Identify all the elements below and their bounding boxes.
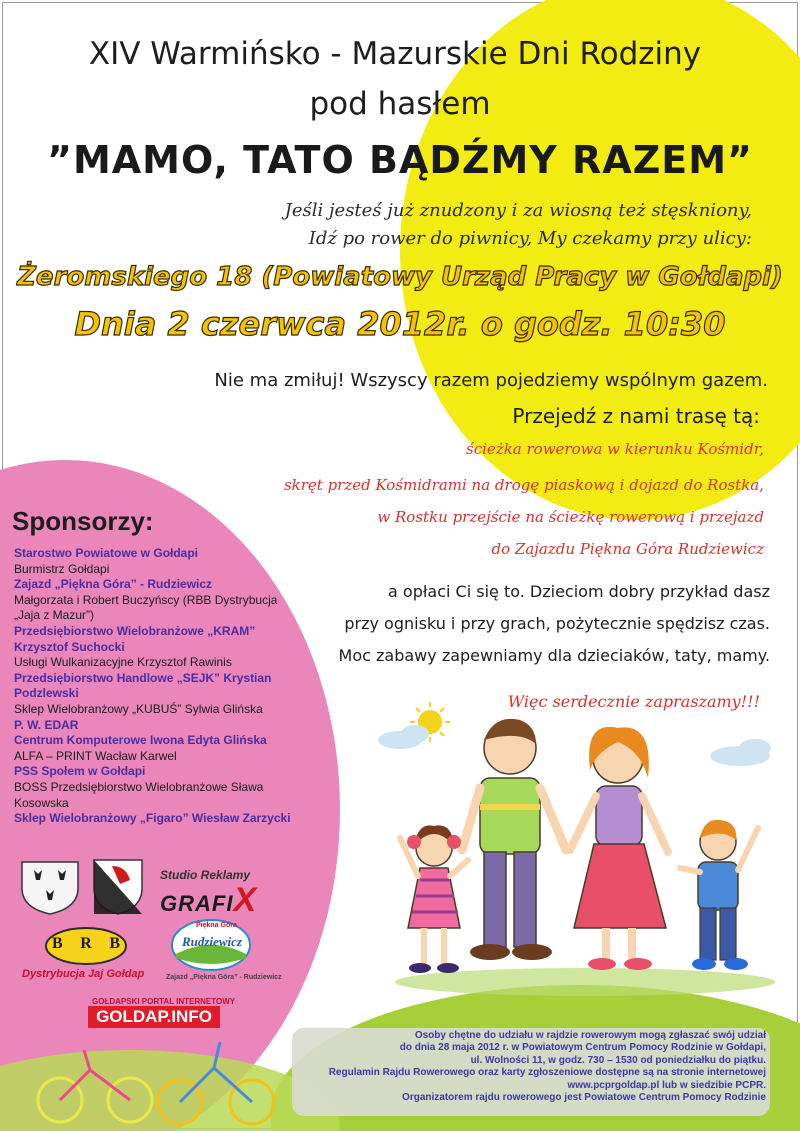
closing-invite: Więc serdecznie zapraszamy!!! bbox=[507, 692, 760, 711]
sponsor-org: PSS Społem w Gołdapi bbox=[14, 764, 146, 779]
route-line-4: do Zajazdu Piękna Góra Rudziewicz bbox=[491, 540, 764, 558]
sponsor-person: BOSS Przedsiębiorstwo Wielobranżowe Sława Kosowska bbox=[14, 779, 264, 810]
girl-figure bbox=[400, 825, 468, 973]
goldap-info-badge: GOLDAP.INFO bbox=[88, 1006, 220, 1028]
sponsor-org: Centrum Komputerowe Iwona Edyta Glińska bbox=[14, 733, 267, 748]
event-slogan: ”MAMO, TATO BĄDŹMY RAZEM” bbox=[46, 138, 754, 182]
brb-caption: Dystrybucja Jaj Gołdap bbox=[22, 968, 145, 980]
route-line-2: skręt przed Kośmidrami na drogę piaskową i dojazd do Rostka, bbox=[283, 476, 764, 494]
sponsors-heading: Sponsorzy: bbox=[12, 506, 154, 536]
event-title: XIV Warmińsko - Mazurskie Dni Rodziny bbox=[88, 36, 702, 72]
sponsor-person: Usługi Wulkanizacyjne Krzysztof Rawinis bbox=[14, 655, 232, 670]
invitation-line-1: Nie ma zmiłuj! Wszyscy razem pojedziemy wspólnym gazem. bbox=[214, 370, 768, 391]
grafix-logo-text: GRAFIX bbox=[160, 881, 258, 919]
zajazd-logo-top: Piękna Góra bbox=[196, 922, 237, 929]
benefits-line-1: a opłaci Ci się to. Dzieciom dobry przykład dasz bbox=[388, 582, 770, 601]
info-line: do dnia 28 maja 2012 r. w Powiatowym Centrum Pomocy Rodzinie w Gołdapi, bbox=[399, 1042, 766, 1054]
sponsor-org: Sklep Wielobranżowy „Figaro” Wiesław Zarzycki bbox=[14, 811, 291, 826]
brb-letters: B R B bbox=[52, 935, 120, 952]
mother-figure bbox=[570, 727, 668, 970]
info-line: Regulamin Rajdu Rowerowego oraz karty zgłoszeniowe dostępne są na stronie internetowej bbox=[328, 1067, 766, 1079]
event-subtitle: pod hasłem bbox=[309, 86, 491, 122]
registration-info-text bbox=[298, 1030, 766, 1104]
benefits-line-3: Moc zabawy zapewniamy dla dzieciaków, taty, mamy. bbox=[338, 646, 770, 665]
sponsor-org: Przedsiębiorstwo Handlowe „SEJK” Krystian Podzlewski bbox=[14, 670, 272, 701]
route-line-1: ścieżka rowerowa w kierunku Kośmidr, bbox=[466, 440, 764, 458]
info-line: www.pcprgoldap.pl lub w siedzibie PCPR. bbox=[567, 1079, 766, 1091]
sponsor-org: Zajazd „Piękna Góra” - Rudziewicz bbox=[14, 577, 213, 592]
poem-line-1: Jeśli jesteś już znudzony i za wiosną też stęskniony, bbox=[284, 200, 752, 221]
invitation-line-2: Przejedź z nami trasę tą: bbox=[512, 404, 760, 428]
zajazd-caption: Zajazd „Piękna Góra” - Rudziewicz bbox=[166, 974, 282, 981]
route-line-3: w Rostku przejście na ścieżkę rowerową i przejazd bbox=[377, 508, 764, 526]
poem-line-2: Idź po rower do piwnicy, My czekamy przy ulicy: bbox=[308, 228, 752, 249]
sponsor-person: Sklep Wielobranżowy „KUBUŚ” Sylwia Glińska bbox=[14, 701, 263, 716]
studio-reklamy-label: Studio Reklamy bbox=[160, 868, 251, 882]
sponsor-org: Starostwo Powiatowe w Gołdapi bbox=[14, 546, 199, 560]
info-line: Osoby chętne do udziału w rajdzie rowerowym mogą zgłaszać swój udział bbox=[414, 1030, 766, 1041]
sponsor-person: ALFA – PRINT Wacław Karwel bbox=[14, 748, 177, 763]
father-figure bbox=[462, 719, 566, 960]
zajazd-logo-name: Rudziewicz bbox=[182, 934, 242, 949]
goldap-portal-label: GOŁDAPSKI PORTAL INTERNETOWY bbox=[92, 997, 236, 1006]
sponsor-person: Małgorzata i Robert Buczyńscy (RBB Dystrybucja „Jaja z Mazur”) bbox=[14, 592, 278, 623]
sponsor-person: Burmistrz Gołdapi bbox=[14, 561, 110, 576]
sponsor-org: P. W. EDAR bbox=[14, 717, 79, 732]
sponsor-list bbox=[14, 546, 304, 827]
info-line: ul. Wolności 11, w godz. 730 – 1530 od poniedziałku do piątku. bbox=[470, 1054, 766, 1066]
cyclists-illustration bbox=[20, 1020, 300, 1128]
event-date: Dnia 2 czerwca 2012r. o godz. 10:30 bbox=[74, 305, 726, 343]
boy-figure bbox=[680, 820, 758, 970]
info-line: Organizatorem rajdu rowerowego jest Powiatowe Centrum Pomocy Rodzinie bbox=[402, 1092, 766, 1104]
sponsor-org: Przedsiębiorstwo Wielobranżowe „KRAM” Krzysztof Suchocki bbox=[14, 623, 256, 654]
goldap-coat-of-arms-icon bbox=[18, 858, 82, 916]
event-address: Żeromskiego 18 (Powiatowy Urząd Pracy w Gołdapi) bbox=[17, 262, 783, 292]
benefits-line-2: przy ognisku i przy grach, pożytecznie spędzisz czas. bbox=[344, 614, 770, 633]
powiat-coat-of-arms-icon bbox=[90, 856, 146, 916]
family-illustration bbox=[370, 700, 790, 1005]
